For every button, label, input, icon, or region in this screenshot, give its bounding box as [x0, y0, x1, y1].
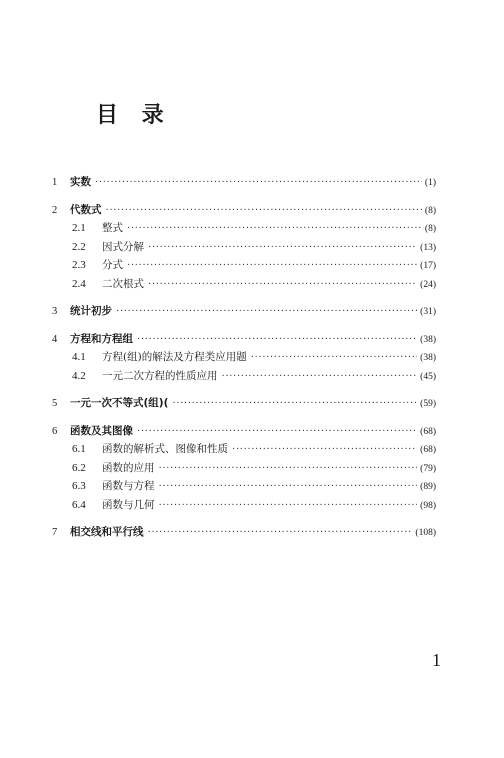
chapter-title: 函数及其图像	[70, 424, 133, 437]
chapter-number: 2	[52, 204, 58, 216]
section-title: 因式分解	[102, 240, 144, 253]
page-reference: (79)	[420, 463, 436, 474]
section-title: 一元二次方程的性质应用	[102, 369, 218, 382]
page-reference: (38)	[420, 334, 436, 345]
section-number: 2.1	[72, 222, 86, 234]
dot-leader	[159, 500, 418, 511]
toc-chapter-5	[52, 395, 436, 414]
page-number: 1	[432, 650, 441, 670]
dot-leader	[148, 527, 413, 538]
page-reference: (31)	[420, 307, 436, 317]
section-title: 二次根式	[102, 277, 144, 290]
chapter-title: 实数	[70, 176, 91, 188]
section-number: 6.3	[72, 480, 86, 492]
toc-subentry[interactable]	[52, 460, 436, 479]
section-title: 分式	[102, 259, 123, 271]
toc-chapter-6	[52, 423, 436, 516]
dot-leader	[127, 223, 422, 234]
page-reference: (8)	[424, 205, 436, 216]
toc-subentry[interactable]	[52, 349, 436, 368]
chapter-number: 5	[52, 398, 58, 409]
page-reference: (13)	[420, 242, 436, 253]
dot-leader	[127, 260, 417, 271]
toc-chapter-4	[52, 331, 436, 387]
dot-leader	[116, 306, 417, 317]
toc-entry[interactable]	[52, 174, 436, 193]
page-reference: (38)	[420, 353, 436, 363]
chapter-number: 6	[52, 425, 58, 437]
toc-chapter-7	[52, 524, 436, 543]
dot-leader	[148, 279, 417, 290]
section-number: 4.1	[72, 351, 86, 363]
section-title: 整式	[102, 222, 123, 234]
section-title: 方程(组)的解法及方程类应用题	[102, 351, 247, 363]
toc-entry[interactable]	[52, 202, 436, 221]
section-title: 函数与方程	[102, 480, 155, 492]
page-reference: (68)	[420, 426, 436, 437]
dot-leader	[159, 481, 418, 492]
section-number: 2.2	[72, 240, 86, 253]
chapter-number: 4	[52, 333, 58, 345]
toc-subentry[interactable]	[52, 220, 436, 239]
toc-subentry[interactable]	[52, 239, 436, 258]
section-number: 2.3	[72, 259, 86, 271]
dot-leader	[137, 426, 417, 437]
section-number: 6.2	[72, 461, 86, 474]
chapter-title: 代数式	[70, 203, 102, 216]
section-title: 函数的应用	[102, 461, 155, 474]
chapter-number: 1	[52, 177, 58, 188]
page-reference: (68)	[420, 445, 436, 455]
dot-leader	[148, 242, 417, 253]
toc-subentry[interactable]	[52, 478, 436, 497]
chapter-number: 7	[52, 527, 58, 538]
page-reference: (24)	[420, 279, 436, 290]
page-reference: (8)	[424, 224, 436, 234]
dot-leader	[137, 334, 417, 345]
toc-subentry[interactable]	[52, 368, 436, 387]
page-reference: (108)	[415, 528, 436, 538]
chapter-title: 一元一次不等式(组)(	[70, 397, 169, 409]
dot-leader	[232, 444, 417, 455]
toc-subentry[interactable]	[52, 276, 436, 295]
toc-chapter-3	[52, 303, 436, 322]
page-reference: (1)	[424, 178, 436, 188]
page-reference: (89)	[420, 482, 436, 492]
toc-entry[interactable]	[52, 524, 436, 543]
table-of-contents	[52, 174, 436, 552]
section-number: 2.4	[72, 277, 86, 290]
chapter-title: 相交线和平行线	[70, 526, 144, 538]
dot-leader	[251, 352, 417, 363]
section-number: 6.4	[72, 498, 86, 511]
toc-chapter-1	[52, 174, 436, 193]
page-reference: (45)	[420, 371, 436, 382]
chapter-title: 方程和方程组	[70, 332, 133, 345]
dot-leader	[222, 371, 418, 382]
section-number: 6.1	[72, 443, 86, 455]
page-title: 目 录	[96, 103, 172, 128]
dot-leader	[172, 398, 417, 409]
toc-subentry[interactable]	[52, 497, 436, 516]
toc-subentry[interactable]	[52, 257, 436, 276]
page-reference: (98)	[420, 500, 436, 511]
dot-leader	[95, 177, 422, 188]
dot-leader	[159, 463, 418, 474]
section-title: 函数的解析式、图像和性质	[102, 443, 228, 455]
toc-entry[interactable]	[52, 331, 436, 350]
page-reference: (17)	[420, 261, 436, 271]
chapter-title: 统计初步	[70, 305, 112, 317]
section-title: 函数与几何	[102, 498, 155, 511]
page-reference: (59)	[420, 399, 436, 409]
section-number: 4.2	[72, 369, 86, 382]
toc-entry[interactable]	[52, 395, 436, 414]
toc-entry[interactable]	[52, 303, 436, 322]
chapter-number: 3	[52, 306, 58, 317]
dot-leader	[106, 205, 422, 216]
toc-subentry[interactable]	[52, 441, 436, 460]
toc-chapter-2	[52, 202, 436, 295]
toc-entry[interactable]	[52, 423, 436, 442]
